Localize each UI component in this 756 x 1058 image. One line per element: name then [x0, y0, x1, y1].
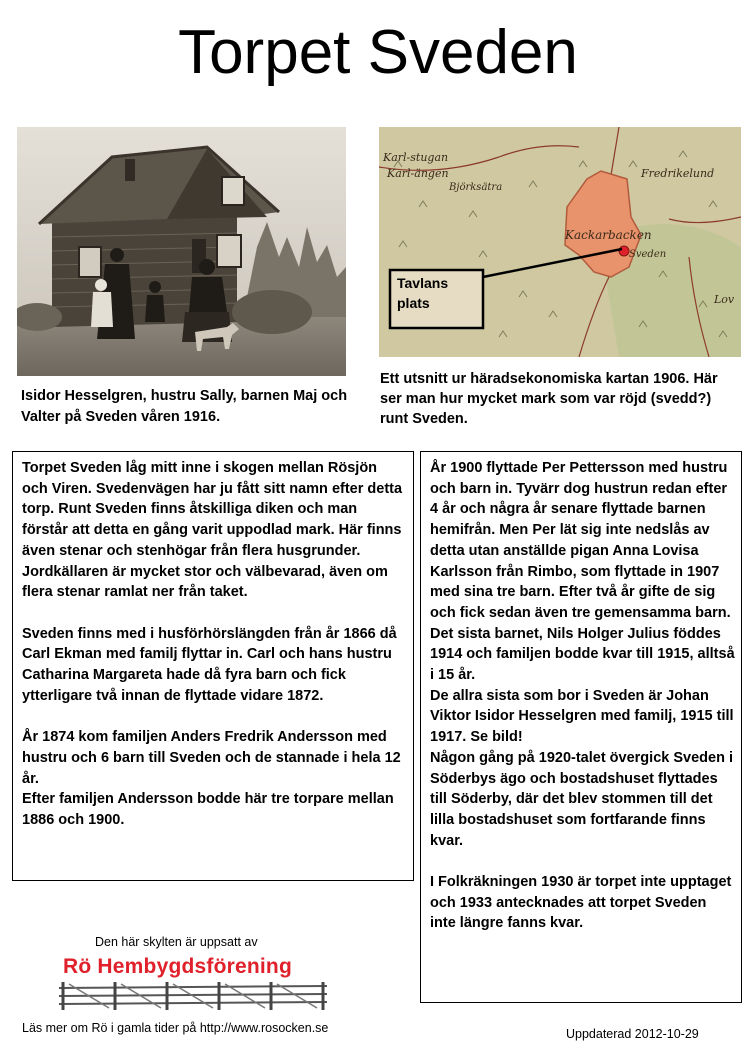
sign-erected-by-text: Den här skylten är uppsatt av: [95, 935, 258, 949]
right-paragraph-1: År 1900 flyttade Per Pettersson med hustru och barn in. Tyvärr dog hustrun redan efter 4 år och några år senare flyttade barnen hemifrån. Men Per lät sig inte nedslås av detta utan anställde pigan Anna Lovisa Karlsson från Rimbo, som flyttade in 1907 med sina tre barn. Efter två år gifte de sig och fick sedan även tre gemensamma barn. Det sista barnet, Nils Holger Julius föddes 1914 och familjen bodde kvar till 1915, alltså i 15 år.: [430, 460, 735, 684]
map-label-lov: Lov: [714, 293, 735, 306]
fence-logo-icon: [59, 980, 327, 1012]
photo-caption: Isidor Hesselgren, hustru Sally, barnen Maj och Valter på Sveden våren 1916.: [21, 388, 348, 425]
historic-map: [379, 127, 741, 357]
map-caption: Ett utsnitt ur häradsekonomiska kartan 1906. Här ser man hur mycket mark som var röjd (svedd?) runt Sveden.: [380, 371, 718, 427]
left-paragraph-4: Efter familjen Andersson bodde här tre torpare mellan 1886 och 1900.: [22, 791, 394, 828]
page-title: Torpet Sveden: [178, 18, 578, 87]
organization-name: Rö Hembygdsförening: [63, 955, 292, 978]
read-more-link-text: Läs mer om Rö i gamla tider på http://www.rosocken.se: [22, 1021, 329, 1035]
left-paragraph-1: Torpet Sveden låg mitt inne i skogen mellan Rösjön och Viren. Svedenvägen har ju fått sitt namn efter detta torp. Runt Sveden finns åtskilliga diken och man förstår att detta en gång varit uppodlad mark. Här finns även stenar och stenhögar från flera husgrunder. Jordkällaren är mycket stor och välbevarad, även om flera stenar ramlat ner från taket.: [22, 460, 403, 601]
right-paragraph-4: I Folkräkningen 1930 är torpet inte upptaget och 1933 antecknades att torpet Sveden inte längre fanns kvar.: [430, 874, 732, 932]
history-text-box-right: [420, 451, 742, 1003]
right-paragraph-2: De allra sista som bor i Sveden är Johan Viktor Isidor Hesselgren med familj, 1915 till 1917. Se bild!: [430, 687, 734, 746]
history-text-box-left: [12, 451, 414, 881]
map-label-fredrikelund: Fredrikelund: [641, 167, 715, 180]
map-label-kackarbacken: Kackarbacken: [565, 228, 652, 242]
right-paragraph-3: Någon gång på 1920-talet övergick Sveden i Söderbys ägo och bostadshuset flyttades till Söderby, där det blev stommen till det lilla bostadshuset som fortfarande finns kvar.: [430, 749, 733, 849]
map-label-karl-angen: Karl-ängen: [387, 167, 449, 180]
left-paragraph-3: År 1874 kom familjen Anders Fredrik Andersson med hustru och 6 barn till Sveden och de stannade i hela 12 år.: [22, 729, 401, 787]
map-illustration: [379, 127, 741, 357]
map-label-sveden: Sveden: [629, 249, 667, 260]
left-paragraph-2: Sveden finns med i husförhörslängden från år 1866 då Carl Ekman med familj flyttar in. Carl och hans hustru Catharina Margareta hade då fyra barn och fick ytterligare två innan de flyttade vidare 1872.: [22, 625, 397, 704]
updated-date: Uppdaterad 2012-10-29: [566, 1027, 699, 1041]
map-label-karl-stugan: Karl-stugan: [383, 151, 449, 164]
map-label-text: Tavlans plats: [397, 275, 449, 311]
historic-family-photo: [17, 127, 346, 376]
map-label-bjorksatra: Björksätra: [449, 182, 503, 193]
photo-illustration: [17, 127, 346, 376]
